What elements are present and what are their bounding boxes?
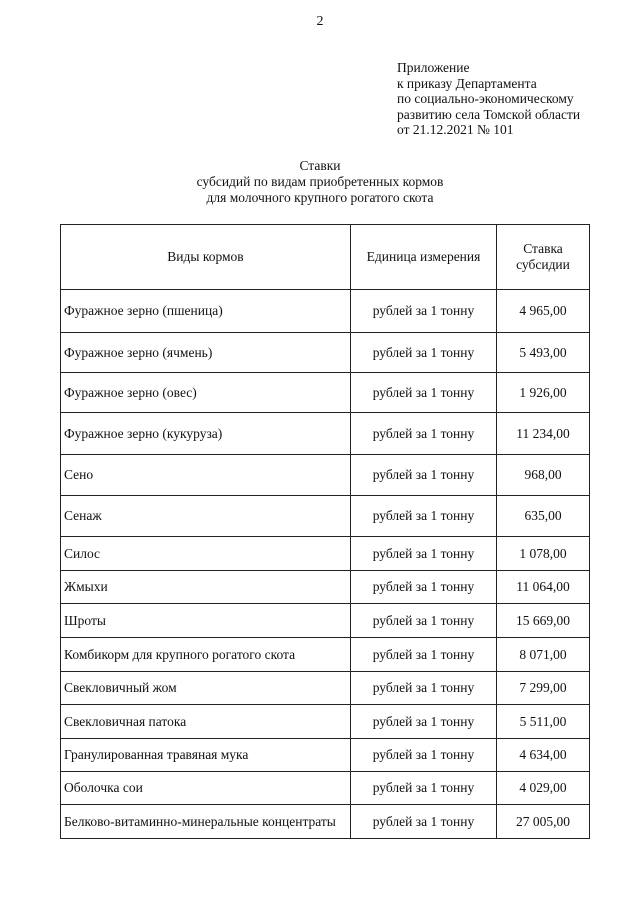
- appendix-line: к приказу Департамента: [397, 75, 537, 91]
- table-row: [61, 739, 590, 772]
- title-line: субсидий по видам приобретенных кормов: [196, 174, 444, 189]
- appendix-line: Приложение: [397, 60, 470, 75]
- header-feed-type: Виды кормов: [61, 225, 351, 290]
- title-line: для молочного крупного рогатого скота: [206, 190, 434, 205]
- table-row: [61, 413, 590, 455]
- appendix-line: по социально-экономическому: [397, 91, 574, 106]
- table-row: [61, 805, 590, 839]
- rate-cell: 1 078,00: [497, 537, 590, 571]
- feed-type-cell: Силос: [61, 537, 351, 571]
- table-row: [61, 672, 590, 705]
- rate-cell: 4 634,00: [497, 739, 590, 772]
- rate-cell: 11 234,00: [497, 413, 590, 455]
- table-row: [61, 373, 590, 413]
- unit-cell: рублей за 1 тонну: [351, 455, 497, 496]
- rate-cell: 7 299,00: [497, 672, 590, 705]
- feed-type-cell: Свекловичный жом: [61, 672, 351, 705]
- feed-type-cell: Фуражное зерно (овес): [61, 373, 351, 413]
- unit-cell: рублей за 1 тонну: [351, 805, 497, 839]
- rate-cell: 15 669,00: [497, 604, 590, 638]
- feed-type-cell: Комбикорм для крупного рогатого скота: [61, 638, 351, 672]
- appendix-line: от 21.12.2021 № 101: [397, 122, 514, 137]
- rate-cell: 1 926,00: [497, 373, 590, 413]
- header-rate: Ставка субсидии: [497, 225, 590, 290]
- rate-cell: 968,00: [497, 455, 590, 496]
- table-row: [61, 333, 590, 373]
- page-number: 2: [316, 14, 324, 29]
- feed-type-cell: Белково-витаминно-минеральные концентраты: [61, 805, 351, 839]
- table-row: [61, 496, 590, 537]
- unit-cell: рублей за 1 тонну: [351, 290, 497, 333]
- table-row: [61, 571, 590, 604]
- rate-cell: 11 064,00: [497, 571, 590, 604]
- table-row: [61, 705, 590, 739]
- rate-cell: 27 005,00: [497, 805, 590, 839]
- rate-cell: 4 029,00: [497, 772, 590, 805]
- table-row: [61, 537, 590, 571]
- table-row: [61, 772, 590, 805]
- feed-type-cell: Гранулированная травяная мука: [61, 739, 351, 772]
- rate-cell: 5 511,00: [497, 705, 590, 739]
- table-header-row: [61, 225, 590, 290]
- rate-cell: 8 071,00: [497, 638, 590, 672]
- rate-cell: 5 493,00: [497, 333, 590, 373]
- feed-type-cell: Свекловичная патока: [61, 705, 351, 739]
- unit-cell: рублей за 1 тонну: [351, 537, 497, 571]
- unit-cell: рублей за 1 тонну: [351, 672, 497, 705]
- table-row: [61, 455, 590, 496]
- subsidy-rates-table: [60, 224, 590, 839]
- unit-cell: рублей за 1 тонну: [351, 413, 497, 455]
- rate-cell: 4 965,00: [497, 290, 590, 333]
- unit-cell: рублей за 1 тонну: [351, 739, 497, 772]
- unit-cell: рублей за 1 тонну: [351, 772, 497, 805]
- feed-type-cell: Сено: [61, 455, 351, 496]
- unit-cell: рублей за 1 тонну: [351, 333, 497, 373]
- unit-cell: рублей за 1 тонну: [351, 571, 497, 604]
- feed-type-cell: Фуражное зерно (ячмень): [61, 333, 351, 373]
- table-row: [61, 290, 590, 333]
- feed-type-cell: Оболочка сои: [61, 772, 351, 805]
- appendix-line: развитию села Томской области: [397, 106, 581, 122]
- header-unit: Единица измерения: [351, 225, 497, 290]
- feed-type-cell: Жмыхи: [61, 571, 351, 604]
- document-title: [0, 158, 640, 206]
- unit-cell: рублей за 1 тонну: [351, 705, 497, 739]
- feed-type-cell: Шроты: [61, 604, 351, 638]
- table-row: [61, 638, 590, 672]
- title-line: Ставки: [299, 158, 341, 173]
- feed-type-cell: Фуражное зерно (кукуруза): [61, 413, 351, 455]
- unit-cell: рублей за 1 тонну: [351, 638, 497, 672]
- rate-cell: 635,00: [497, 496, 590, 537]
- unit-cell: рублей за 1 тонну: [351, 373, 497, 413]
- unit-cell: рублей за 1 тонну: [351, 604, 497, 638]
- feed-type-cell: Фуражное зерно (пшеница): [61, 290, 351, 333]
- appendix-block: [397, 60, 580, 138]
- table-row: [61, 604, 590, 638]
- feed-type-cell: Сенаж: [61, 496, 351, 537]
- unit-cell: рублей за 1 тонну: [351, 496, 497, 537]
